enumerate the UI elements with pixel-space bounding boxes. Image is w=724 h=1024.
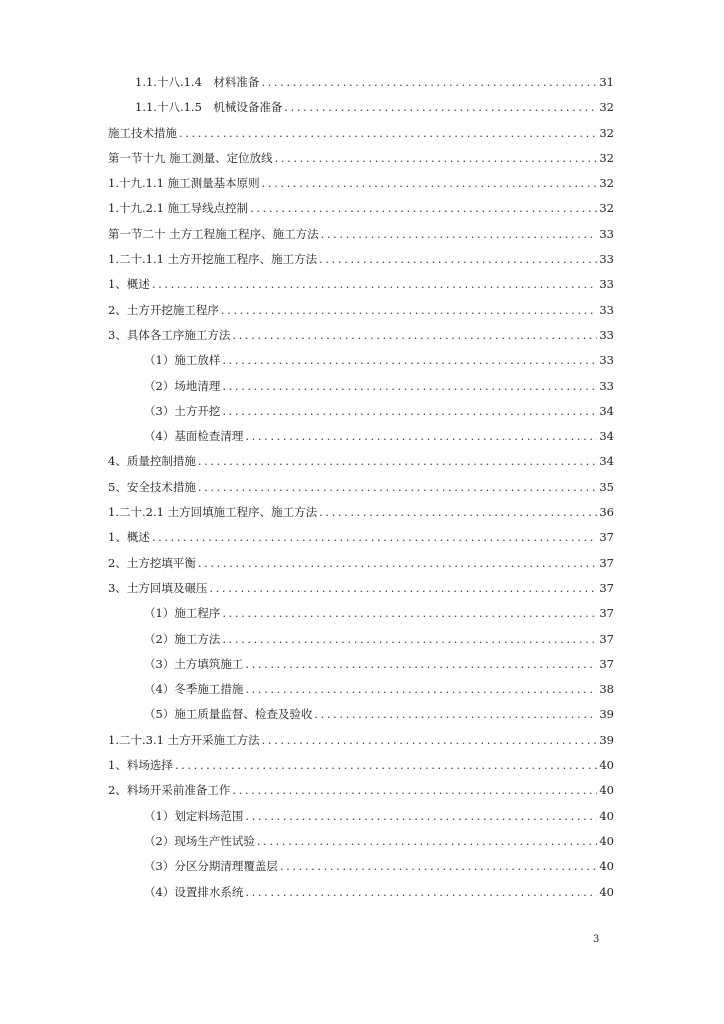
toc-entry[interactable] xyxy=(108,854,614,879)
toc-entry-title: （3）土方填筑施工 xyxy=(144,656,244,671)
toc-entry-title: （1）施工放样 xyxy=(144,353,221,368)
toc-entry[interactable] xyxy=(108,804,614,829)
toc-entry-title: 第一节二十 土方工程施工程序、施工方法 xyxy=(108,226,319,241)
toc-entry-page: 33 xyxy=(599,252,614,267)
toc-entry-title: （5）施工质量监督、检查及验收 xyxy=(144,707,313,722)
toc-entry[interactable] xyxy=(108,121,614,146)
toc-dot-leader xyxy=(321,222,598,247)
toc-entry-page: 31 xyxy=(599,75,614,89)
toc-entry[interactable] xyxy=(108,601,614,626)
toc-dot-leader xyxy=(232,323,597,348)
toc-entry-title: 3、土方回填及碾压 xyxy=(108,580,208,595)
toc-entry-page: 37 xyxy=(599,631,614,646)
toc-entry-page: 40 xyxy=(599,884,614,899)
toc-entry-title: 1、料场选择 xyxy=(108,758,173,773)
toc-entry-title: 1.十九.1.1 施工测量基本原则 xyxy=(108,176,260,191)
toc-entry-page: 32 xyxy=(599,176,614,191)
toc-entry-page: 33 xyxy=(599,378,614,393)
toc-entry-page: 32 xyxy=(599,201,614,216)
toc-entry-title: 4、质量控制措施 xyxy=(108,454,196,469)
toc-dot-leader xyxy=(262,728,598,753)
toc-entry-title: （2）现场生产性试验 xyxy=(144,833,255,848)
toc-entry-page: 33 xyxy=(599,226,614,241)
toc-dot-leader xyxy=(152,525,598,550)
toc-entry-page: 36 xyxy=(599,505,614,520)
toc-entry[interactable] xyxy=(108,348,614,373)
toc-entry[interactable] xyxy=(108,247,614,272)
toc-dot-leader xyxy=(275,146,598,171)
toc-entry-title: 1.1.十八.1.4 材料准备 xyxy=(135,75,260,89)
toc-dot-leader xyxy=(222,399,597,424)
toc-entry-page: 39 xyxy=(599,707,614,722)
toc-entry[interactable] xyxy=(108,500,614,525)
toc-dot-leader xyxy=(222,627,597,652)
toc-entry-page: 37 xyxy=(599,606,614,621)
toc-dot-leader xyxy=(250,196,597,221)
toc-entry-title: 1.1.十八.1.5 机械设备准备 xyxy=(135,100,283,115)
toc-entry-title: 1、概述 xyxy=(108,530,150,545)
toc-entry[interactable] xyxy=(108,399,614,424)
toc-dot-leader xyxy=(198,449,598,474)
toc-entry[interactable] xyxy=(108,677,614,702)
toc-dot-leader xyxy=(179,121,597,146)
toc-dot-leader xyxy=(245,652,597,677)
toc-dot-leader xyxy=(232,778,597,803)
toc-entry[interactable] xyxy=(108,70,614,95)
toc-entry-page: 33 xyxy=(599,277,614,292)
toc-dot-leader xyxy=(314,702,597,727)
toc-dot-leader xyxy=(198,475,598,500)
toc-entry[interactable] xyxy=(108,146,614,171)
toc-entry-title: （3）土方开挖 xyxy=(144,403,221,418)
toc-dot-leader xyxy=(175,753,598,778)
toc-dot-leader xyxy=(222,374,597,399)
toc-entry-page: 34 xyxy=(599,454,614,469)
toc-dot-leader xyxy=(257,829,598,854)
toc-dot-leader xyxy=(245,880,597,905)
toc-entry-title: 1.十九.2.1 施工导线点控制 xyxy=(108,201,249,216)
toc-entry[interactable] xyxy=(108,475,614,500)
toc-entry-title: 3、具体各工序施工方法 xyxy=(108,327,231,342)
toc-dot-leader xyxy=(319,247,597,272)
toc-dot-leader xyxy=(319,500,597,525)
toc-entry-title: （4）冬季施工措施 xyxy=(144,682,244,697)
toc-entry-title: 2、土方挖填平衡 xyxy=(108,555,196,570)
toc-entry-title: （3）分区分期清理覆盖层 xyxy=(144,859,278,874)
toc-dot-leader xyxy=(262,171,598,196)
toc-dot-leader xyxy=(209,576,597,601)
toc-entry[interactable] xyxy=(108,829,614,854)
toc-entry-page: 37 xyxy=(599,580,614,595)
toc-entry-page: 37 xyxy=(599,656,614,671)
toc-entry-title: （2）施工方法 xyxy=(144,631,221,646)
toc-dot-leader xyxy=(245,424,597,449)
toc-entry-page: 33 xyxy=(599,327,614,342)
toc-dot-leader xyxy=(221,298,598,323)
toc-entry-title: 1.二十.1.1 土方开挖施工程序、施工方法 xyxy=(108,252,318,267)
toc-entry[interactable] xyxy=(108,525,614,550)
toc-entry[interactable] xyxy=(108,95,614,120)
toc-entry-page: 33 xyxy=(599,302,614,317)
toc-entry-title: 施工技术措施 xyxy=(108,125,177,140)
toc-entry-page: 37 xyxy=(599,555,614,570)
toc-entry[interactable] xyxy=(108,652,614,677)
toc-entry-page: 32 xyxy=(599,150,614,165)
toc-entry-page: 38 xyxy=(599,682,614,697)
toc-entry-title: 1.二十.3.1 土方开采施工方法 xyxy=(108,732,260,747)
toc-entry[interactable] xyxy=(108,222,614,247)
toc-entry[interactable] xyxy=(108,449,614,474)
toc-entry[interactable] xyxy=(108,702,614,727)
toc-dot-leader xyxy=(222,601,597,626)
toc-entry-title: 5、安全技术措施 xyxy=(108,479,196,494)
toc-dot-leader xyxy=(261,70,597,95)
toc-entry[interactable] xyxy=(108,323,614,348)
toc-dot-leader xyxy=(280,854,598,879)
toc-entry[interactable] xyxy=(108,171,614,196)
toc-dot-leader xyxy=(222,348,597,373)
toc-entry-title: 1、概述 xyxy=(108,277,150,292)
toc-entry-title: （4）设置排水系统 xyxy=(144,884,244,899)
toc-entry[interactable] xyxy=(108,778,614,803)
toc-entry[interactable] xyxy=(108,753,614,778)
toc-entry[interactable] xyxy=(108,424,614,449)
toc-entry-page: 40 xyxy=(599,758,614,773)
toc-entry[interactable] xyxy=(108,627,614,652)
toc-entry-page: 40 xyxy=(599,783,614,798)
toc-entry-title: （1）施工程序 xyxy=(144,606,221,621)
toc-entry-title: （4）基面检查清理 xyxy=(144,429,244,444)
toc-entry[interactable] xyxy=(108,298,614,323)
toc-dot-leader xyxy=(245,677,597,702)
toc-entry-page: 33 xyxy=(599,353,614,368)
toc-entry-page: 35 xyxy=(599,479,614,494)
toc-entry-page: 39 xyxy=(599,732,614,747)
toc-entry-page: 40 xyxy=(599,833,614,848)
toc-entry-page: 40 xyxy=(599,859,614,874)
toc-entry-title: （2）场地清理 xyxy=(144,378,221,393)
toc-entry[interactable] xyxy=(108,272,614,297)
toc-entry[interactable] xyxy=(108,551,614,576)
toc-entry-title: 第一节十九 施工测量、定位放线 xyxy=(108,150,273,165)
toc-entry[interactable] xyxy=(108,374,614,399)
toc-entry-page: 32 xyxy=(599,100,614,115)
toc-dot-leader xyxy=(284,95,597,120)
toc-dot-leader xyxy=(198,551,598,576)
toc-dot-leader xyxy=(152,272,598,297)
toc-entry[interactable] xyxy=(108,728,614,753)
toc-entry-page: 37 xyxy=(599,530,614,545)
page-number: 3 xyxy=(593,934,600,945)
toc-entry[interactable] xyxy=(108,880,614,905)
toc-entry-title: 1.二十.2.1 土方回填施工程序、施工方法 xyxy=(108,505,318,520)
toc-entry-page: 34 xyxy=(599,403,614,418)
toc-entry[interactable] xyxy=(108,196,614,221)
toc-entry-page: 40 xyxy=(599,808,614,823)
toc-entry-title: 2、土方开挖施工程序 xyxy=(108,302,219,317)
toc-dot-leader xyxy=(245,804,597,829)
toc-entry[interactable] xyxy=(108,576,614,601)
toc-entry-title: （1）划定料场范围 xyxy=(144,808,244,823)
table-of-contents xyxy=(108,70,614,905)
toc-entry-title: 2、料场开采前准备工作 xyxy=(108,783,231,798)
toc-entry-page: 32 xyxy=(599,125,614,140)
toc-entry-page: 34 xyxy=(599,429,614,444)
